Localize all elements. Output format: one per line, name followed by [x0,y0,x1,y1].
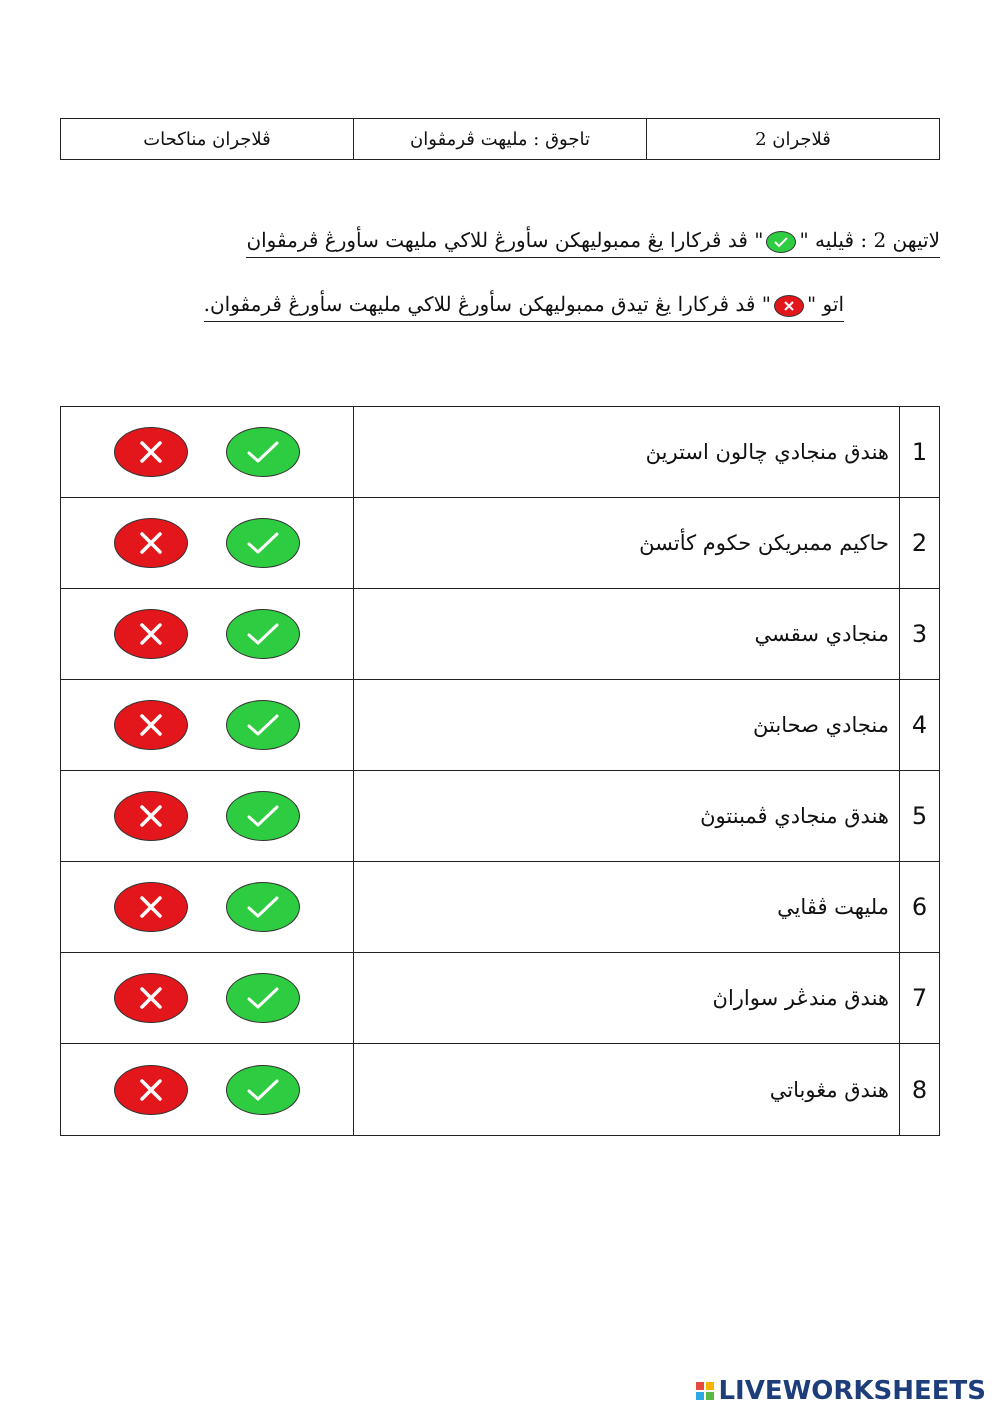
wrong-button[interactable] [114,791,188,841]
instruction-line-1 [246,228,940,258]
logo-grid-icon [696,1382,714,1400]
items-table [60,406,940,1136]
correct-button[interactable] [226,882,300,932]
x-icon [774,295,804,317]
check-icon [243,438,283,466]
correct-button[interactable] [226,427,300,477]
correct-button[interactable] [226,1065,300,1115]
item-number: 5 [899,771,939,861]
check-icon [243,802,283,830]
liveworksheets-logo [696,1376,986,1406]
table-row [61,953,939,1044]
item-number: 8 [899,1044,939,1135]
item-text: حاكيم ممبريكن حكوم كأتسڽ [353,498,899,588]
correct-button[interactable] [226,609,300,659]
header-cell-subject: ڤلاجران مناكحات [143,128,271,150]
correct-button[interactable] [226,791,300,841]
instruction-line-2-start: اتو " [806,292,844,316]
item-text: هندق منجادي چالون استريڽ [353,407,899,497]
header-cell-title: تاجوق : مليهت ڤرمڤوان [353,119,646,159]
x-icon [136,528,166,558]
choice-cell [61,953,353,1043]
choice-cell [61,589,353,679]
instruction-line-1-end: " ڤد ڤركارا يڠ ممبوليهكن سأورڠ للاكي مليهت سأورڠ ڤرمڤوان [246,228,764,252]
choice-cell [61,862,353,952]
check-icon [766,231,796,253]
wrong-button[interactable] [114,973,188,1023]
table-row [61,407,939,498]
wrong-button[interactable] [114,700,188,750]
table-row [61,680,939,771]
correct-button[interactable] [226,700,300,750]
check-icon [243,984,283,1012]
instruction-line-2 [204,292,844,322]
wrong-button[interactable] [114,609,188,659]
x-icon [136,437,166,467]
wrong-button[interactable] [114,427,188,477]
choice-cell [61,1044,353,1135]
choice-cell [61,498,353,588]
check-icon [243,1076,283,1104]
brand-name: LIVEWORKSHEETS [718,1376,986,1406]
x-icon [136,619,166,649]
item-text: مليهت ڤڤايي [353,862,899,952]
item-number: 2 [899,498,939,588]
check-icon [243,620,283,648]
correct-button[interactable] [226,973,300,1023]
header-cell-lesson: ڤلاجران 2 [646,119,939,159]
check-icon [243,529,283,557]
x-icon [136,1075,166,1105]
x-icon [136,801,166,831]
choice-cell [61,407,353,497]
instruction-line-1-start: لاتيهن 2 : ڤيليه " [799,228,940,252]
item-number: 6 [899,862,939,952]
table-row [61,498,939,589]
item-text: منجادي سقسي [353,589,899,679]
item-text: هندق مندڠر سواراڽ [353,953,899,1043]
item-number: 7 [899,953,939,1043]
table-row [61,771,939,862]
wrong-button[interactable] [114,1065,188,1115]
item-number: 4 [899,680,939,770]
choice-cell [61,771,353,861]
x-icon [136,892,166,922]
item-text: منجادي صحابتڽ [353,680,899,770]
item-number: 1 [899,407,939,497]
x-icon [136,710,166,740]
table-row [61,862,939,953]
choice-cell [61,680,353,770]
correct-button[interactable] [226,518,300,568]
item-text: هندق منجادي ڤمبنتوڽ [353,771,899,861]
x-icon [136,983,166,1013]
check-icon [243,711,283,739]
table-row [61,1044,939,1135]
wrong-button[interactable] [114,882,188,932]
instruction-line-2-end: " ڤد ڤركارا يڠ تيدق ممبوليهكن سأورڠ للاكي مليهت سأورڠ ڤرمڤوان. [203,292,771,316]
table-row [61,589,939,680]
item-text: هندق مڠوباتي [353,1044,899,1135]
item-number: 3 [899,589,939,679]
check-icon [243,893,283,921]
wrong-button[interactable] [114,518,188,568]
header-table [60,118,940,160]
